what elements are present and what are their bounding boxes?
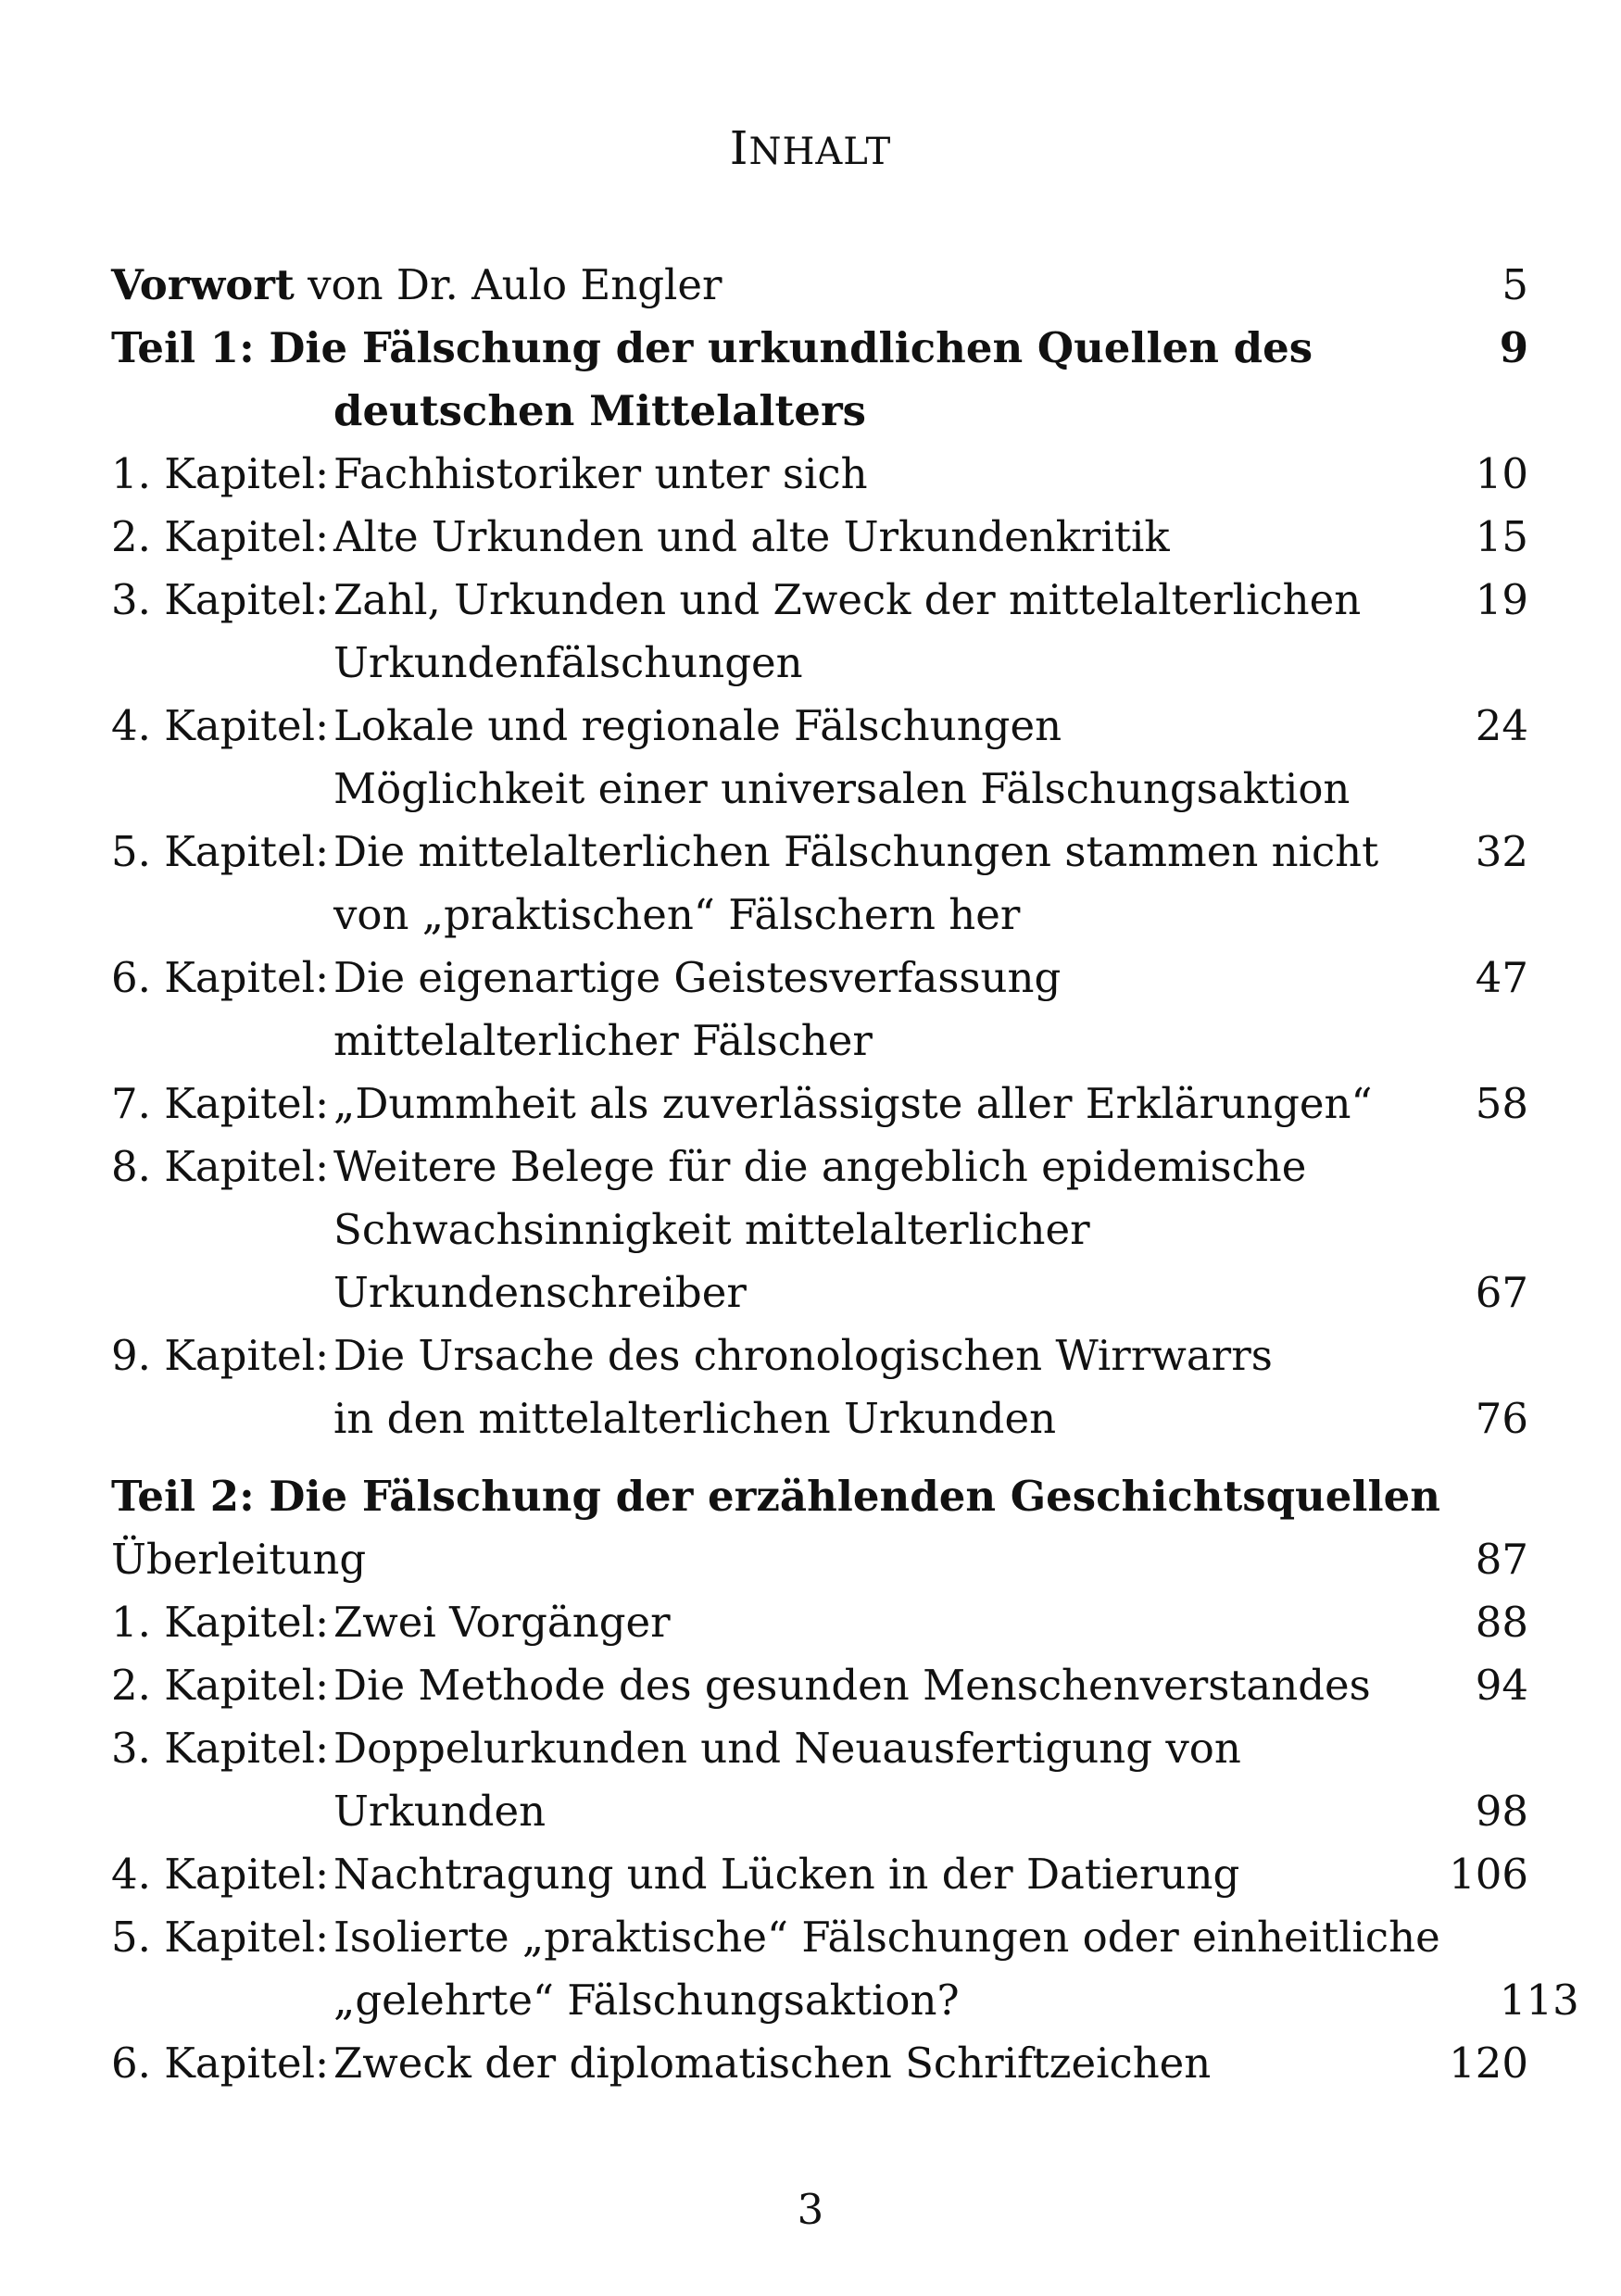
chapter-label: 2. Kapitel: [111, 512, 330, 561]
chapter-label: 2. Kapitel: [111, 1661, 330, 1710]
chapter-label: 3. Kapitel: [111, 575, 330, 624]
chapter-title [333, 506, 1389, 569]
title-rest: NHALT [748, 131, 892, 173]
page-number: 15 [1475, 512, 1528, 561]
toc-chapter-entry[interactable] [111, 1135, 1528, 1324]
toc-chapter-entry[interactable] [111, 947, 1528, 1073]
chapter-title-line: Die Methode des gesunden Menschenverstandes [333, 1661, 1371, 1710]
chapter-label: 6. Kapitel: [111, 953, 330, 1002]
page-number: 24 [1475, 701, 1528, 750]
toc-chapter-entry[interactable] [111, 1654, 1528, 1717]
toc-chapter-entry[interactable] [111, 1906, 1579, 2032]
chapter-title-line: Möglichkeit einer universalen Fälschungsaktion [333, 764, 1351, 813]
chapter-title-line: Die Ursache des chronologischen Wirrwarrs [333, 1331, 1273, 1380]
chapter-title-line: Urkunden [333, 1787, 547, 1836]
toc-chapter-entry[interactable] [111, 1717, 1528, 1843]
chapter-title-line: Fachhistoriker unter sich [333, 449, 868, 498]
chapter-title-line: Lokale und regionale Fälschungen [333, 701, 1062, 750]
chapter-title-line: Weitere Belege für die angeblich epidemische [333, 1142, 1307, 1191]
toc-chapter-entry[interactable] [111, 2032, 1528, 2095]
chapter-label: 4. Kapitel: [111, 701, 330, 750]
toc-chapter-entry[interactable] [111, 569, 1528, 695]
toc-chapter-entry[interactable] [111, 821, 1528, 947]
chapter-label: 1. Kapitel: [111, 1598, 330, 1647]
chapter-label: 1. Kapitel: [111, 449, 330, 498]
part2-heading: Teil 2: Die Fälschung der erzählenden Geschichtsquellen [111, 1472, 1440, 1521]
page-number: 113 [1499, 1976, 1579, 2025]
page-number: 88 [1475, 1598, 1528, 1647]
chapter-title-line: Doppelurkunden und Neuausfertigung von [333, 1724, 1241, 1773]
page-folio: 3 [797, 2185, 824, 2234]
page-number: 106 [1449, 1850, 1528, 1899]
chapter-title-line: Die mittelalterlichen Fälschungen stammen nicht [333, 827, 1379, 876]
chapter-title-line: Die eigenartige Geistesverfassung [333, 953, 1062, 1002]
chapter-title-line: Nachtragung und Lücken in der Datierung [333, 1850, 1240, 1899]
table-of-contents [111, 254, 1579, 2095]
toc-chapter-entry[interactable] [111, 1324, 1528, 1450]
chapter-label: 8. Kapitel: [111, 1142, 330, 1191]
page-number: 9 [1499, 323, 1528, 372]
chapter-title-line: „Dummheit als zuverlässigste aller Erklärungen“ [333, 1079, 1373, 1128]
chapter-title-line: „gelehrte“ Fälschungsaktion? [333, 1976, 960, 2025]
toc-chapter-entry[interactable] [111, 1073, 1528, 1135]
chapter-title-line: Schwachsinnigkeit mittelalterlicher [333, 1205, 1090, 1254]
chapter-label: 4. Kapitel: [111, 1850, 330, 1899]
page-number: 67 [1475, 1268, 1528, 1317]
vorwort-text: von Dr. Aulo Engler [308, 260, 723, 309]
chapter-title-line: von „praktischen“ Fälschern her [333, 890, 1021, 939]
chapter-title [333, 821, 1389, 947]
chapter-label: 7. Kapitel: [111, 1079, 330, 1128]
page-number: 32 [1475, 827, 1528, 876]
chapter-title-line: Zahl, Urkunden und Zweck der mittelalterlichen [333, 575, 1362, 624]
chapter-title [333, 1073, 1389, 1135]
part1-title-continuation: deutschen Mittelalters [333, 386, 866, 435]
page-number: 98 [1475, 1787, 1528, 1836]
toc-entry-vorwort[interactable] [111, 254, 1528, 317]
page-number: 87 [1475, 1535, 1528, 1584]
chapter-title [333, 695, 1389, 821]
toc-chapter-entry[interactable] [111, 1843, 1528, 1906]
chapter-label: 9. Kapitel: [111, 1331, 330, 1380]
page-number: 19 [1475, 575, 1528, 624]
chapter-title-line: in den mittelalterlichen Urkunden [333, 1394, 1057, 1443]
chapter-title [333, 1135, 1389, 1324]
vorwort-label: Vorwort [111, 260, 295, 309]
toc-entry-part1[interactable] [111, 317, 1528, 380]
toc-chapter-entry[interactable] [111, 1591, 1528, 1654]
chapter-title [333, 1717, 1389, 1843]
page-number: 10 [1475, 449, 1528, 498]
chapter-title [333, 1843, 1389, 1906]
chapter-title-line: mittelalterlicher Fälscher [333, 1016, 873, 1065]
part2-chapter-list [111, 1591, 1579, 2095]
chapter-title-line: Isolierte „praktische“ Fälschungen oder einheitliche [333, 1913, 1440, 1962]
part1-chapter-list [111, 443, 1528, 1450]
chapter-title-line: Zwei Vorgänger [333, 1598, 671, 1647]
chapter-title-line: Urkundenschreiber [333, 1268, 747, 1317]
title-initial: I [729, 121, 749, 175]
chapter-label: 6. Kapitel: [111, 2039, 330, 2088]
page-number: 47 [1475, 953, 1528, 1002]
chapter-label: 5. Kapitel: [111, 827, 330, 876]
page-number: 76 [1475, 1394, 1528, 1443]
page-number: 94 [1475, 1661, 1528, 1710]
chapter-title [333, 1906, 1440, 2032]
page-title [0, 119, 1621, 182]
toc-entry-ueberleitung[interactable] [111, 1528, 1528, 1591]
chapter-title [333, 569, 1389, 695]
chapter-title-line: Urkundenfälschungen [333, 638, 803, 687]
chapter-title [333, 947, 1389, 1073]
chapter-label: 3. Kapitel: [111, 1724, 330, 1773]
ueberleitung-text: Überleitung [111, 1535, 367, 1584]
chapter-title [333, 1324, 1389, 1450]
part1-title: Teil 1: Die Fälschung der urkundlichen Quellen des [111, 323, 1313, 372]
page-number: 58 [1475, 1079, 1528, 1128]
chapter-title [333, 443, 1389, 506]
chapter-title [333, 1591, 1389, 1654]
chapter-label: 5. Kapitel: [111, 1913, 330, 1962]
chapter-title [333, 2032, 1389, 2095]
toc-chapter-entry[interactable] [111, 695, 1528, 821]
toc-chapter-entry[interactable] [111, 443, 1528, 506]
page-number: 120 [1449, 2039, 1528, 2088]
toc-chapter-entry[interactable] [111, 506, 1528, 569]
page-number: 5 [1502, 260, 1528, 309]
toc-entry-part2 [111, 1465, 1528, 1528]
chapter-title [333, 1654, 1389, 1717]
chapter-title-line: Zweck der diplomatischen Schriftzeichen [333, 2039, 1212, 2088]
chapter-title-line: Alte Urkunden und alte Urkundenkritik [333, 512, 1170, 561]
